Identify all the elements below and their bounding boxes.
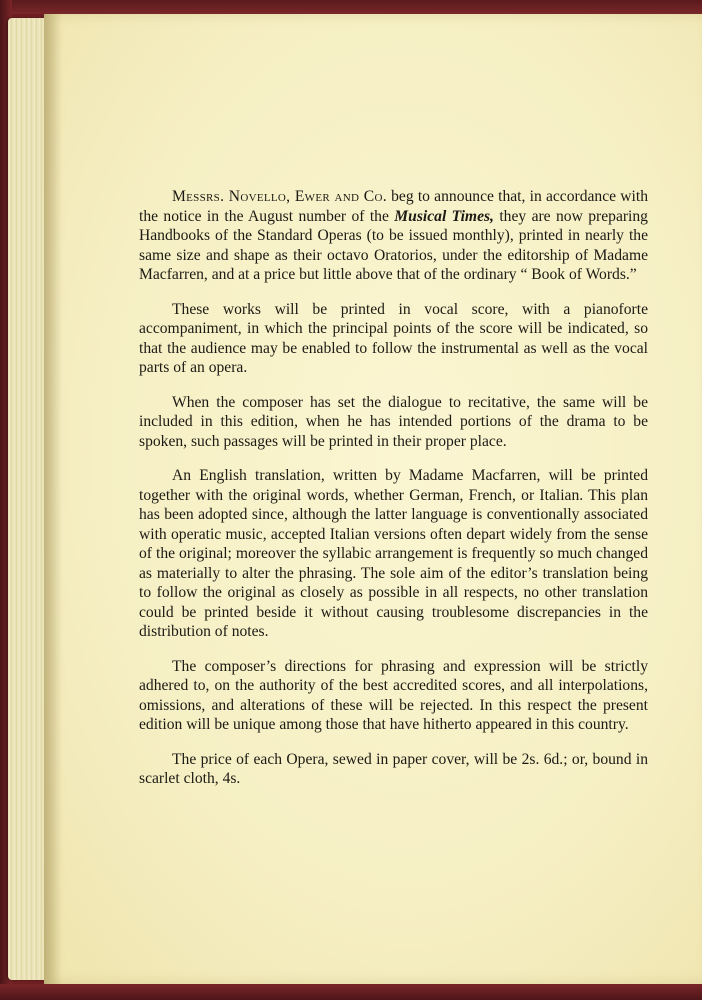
journal-title: Musical Times, [394, 207, 494, 225]
paragraph-3: When the composer has set the dialogue to recitative, the same will be included in this edition, when he has intended portions of the drama to be spoken, such passages will be printed in their proper place. [139, 393, 648, 450]
gutter-shadow [44, 14, 62, 984]
announcement-text [139, 187, 648, 804]
paragraph-6: The price of each Opera, sewed in paper cover, will be 2s. 6d.; or, bound in scarlet cloth, 4s. [139, 750, 648, 787]
paragraph-1-text-b: they are now preparing Handbooks of the Standard Operas (to be issued monthly), printed in nearly the same size and shape as their octavo Oratorios, under the editorship of Madame Macfarren, and at a price but little above that of the ordinary “ Book of Words.” [139, 207, 648, 283]
paragraph-5: The composer’s directions for phrasing and expression will be strictly adhered to, on the authority of the best accredited scores, and all interpolations, omissions, and alterations of these will be rejected. In this respect the present edition will be unique among those that have hitherto appeared in this country. [139, 657, 648, 733]
book-cover-bottom [0, 984, 702, 1000]
publisher-name: Messrs. Novello, Ewer and Co. [172, 188, 387, 205]
paragraph-1 [139, 187, 648, 285]
paragraph-2: These works will be printed in vocal score, with a pianoforte accompaniment, in which the principal points of the score will be indicated, so that the audience may be enabled to follow the instrumental as well as the vocal parts of an opera. [139, 300, 648, 376]
book-cover-top [0, 0, 702, 14]
paragraph-1-text-a: beg to announce that, in accordance with the notice in the August number of the [139, 188, 649, 225]
paragraph-4: An English translation, written by Madame Macfarren, will be printed together with the original words, whether German, French, or Italian. This plan has been adopted since, although the latter language is conventionally associated with operatic music, accepted Italian versions often depart widely from the sense of the original; moreover the syllabic arrangement is frequently so much changed as materially to alter the phrasing. The sole aim of the editor’s translation being to follow the original as closely as possible in all respects, no other translation could be printed beside it without causing troublesome discrepancies in the distribution of notes. [139, 467, 648, 640]
